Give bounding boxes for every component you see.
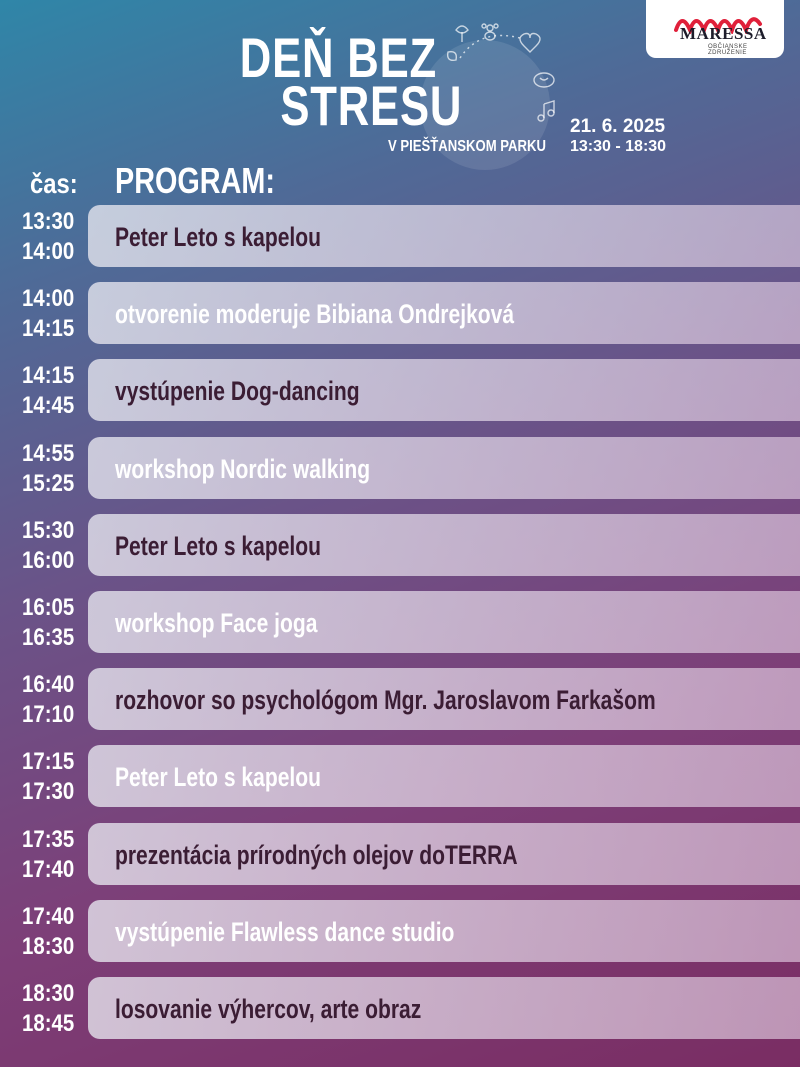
time-end: 15:25	[22, 469, 75, 497]
program-row	[0, 823, 800, 900]
music-note-icon	[538, 101, 554, 121]
program-item-title: rozhovor so psychológom Mgr. Jaroslavom Farkašom	[115, 685, 656, 716]
brain-icon	[534, 73, 554, 87]
time-end: 14:15	[22, 315, 75, 343]
program-item-card	[88, 977, 800, 1039]
time-start: 18:30	[22, 979, 75, 1007]
event-date: 21. 6. 2025	[570, 116, 666, 137]
time-column-label: čas:	[30, 168, 78, 199]
program-item-card	[88, 205, 800, 267]
program-item-title: Peter Leto s kapelou	[115, 222, 321, 252]
maressa-logo	[646, 0, 784, 58]
event-title	[232, 26, 463, 137]
program-item-card	[88, 282, 800, 344]
program-row	[0, 977, 800, 1054]
program-row	[0, 437, 800, 514]
time-start: 17:35	[22, 825, 75, 853]
event-title-line1: DEŇ BEZ	[239, 26, 437, 89]
event-title-line2: STRESU	[280, 74, 463, 137]
time-range	[22, 902, 75, 962]
time-start: 14:00	[22, 285, 75, 313]
program-item-card	[88, 359, 800, 421]
program-row	[0, 205, 800, 282]
time-end: 14:00	[22, 238, 75, 265]
program-item-card	[88, 591, 800, 653]
logo-name: MARESSA	[680, 24, 767, 43]
time-range	[22, 825, 75, 885]
program-row	[0, 591, 800, 668]
program-item-card	[88, 668, 800, 730]
paw-icon	[482, 24, 498, 40]
program-item-title: otvorenie moderuje Bibiana Ondrejková	[115, 299, 515, 330]
program-item-title: workshop Nordic walking	[115, 453, 371, 484]
time-start: 15:30	[22, 516, 75, 544]
program-item-card	[88, 823, 800, 885]
time-range	[22, 747, 75, 807]
time-range	[22, 979, 75, 1039]
program-item-card	[88, 900, 800, 962]
time-range	[22, 670, 75, 730]
time-range	[22, 361, 75, 421]
time-start: 14:55	[22, 439, 75, 467]
program-row	[0, 668, 800, 745]
time-end: 17:30	[22, 778, 75, 806]
program-item-title: vystúpenie Flawless dance studio	[115, 916, 455, 947]
time-range	[22, 207, 75, 267]
program-item-title: vystúpenie Dog-dancing	[115, 376, 360, 407]
time-start: 17:15	[22, 748, 75, 776]
time-end: 16:00	[22, 546, 75, 574]
time-start: 13:30	[22, 208, 75, 235]
program-item-card	[88, 514, 800, 576]
program-item-title: losovanie výhercov, arte obraz	[115, 993, 422, 1024]
time-start: 16:40	[22, 671, 75, 699]
program-row	[0, 282, 800, 359]
heart-pulse-icon	[520, 34, 540, 53]
program-item-title: workshop Face joga	[115, 607, 318, 638]
time-range	[22, 516, 75, 576]
event-hours: 13:30 - 18:30	[570, 138, 667, 155]
program-item-title: prezentácia prírodných olejov doTERRA	[115, 839, 518, 870]
program-row	[0, 900, 800, 977]
time-start: 14:15	[22, 362, 75, 390]
time-range	[22, 593, 75, 653]
logo-tagline: OBČIANSKE ZDRUŽENIE	[708, 44, 748, 56]
time-end: 17:40	[22, 855, 75, 883]
time-end: 18:45	[22, 1009, 75, 1037]
program-row	[0, 359, 800, 436]
time-end: 16:35	[22, 623, 75, 651]
program-schedule	[0, 205, 800, 1054]
time-start: 17:40	[22, 902, 75, 930]
time-end: 17:10	[22, 701, 75, 729]
event-location: V PIEŠŤANSKOM PARKU	[388, 138, 546, 155]
program-row	[0, 514, 800, 591]
time-end: 14:45	[22, 392, 75, 420]
time-range	[22, 439, 75, 499]
program-item-title: Peter Leto s kapelou	[115, 530, 321, 561]
time-end: 18:30	[22, 932, 75, 960]
program-heading: PROGRAM:	[115, 160, 275, 201]
time-range	[22, 284, 75, 344]
time-start: 16:05	[22, 593, 75, 621]
program-item-title: Peter Leto s kapelou	[115, 762, 321, 793]
program-row	[0, 745, 800, 822]
program-item-card	[88, 437, 800, 499]
program-item-card	[88, 745, 800, 807]
